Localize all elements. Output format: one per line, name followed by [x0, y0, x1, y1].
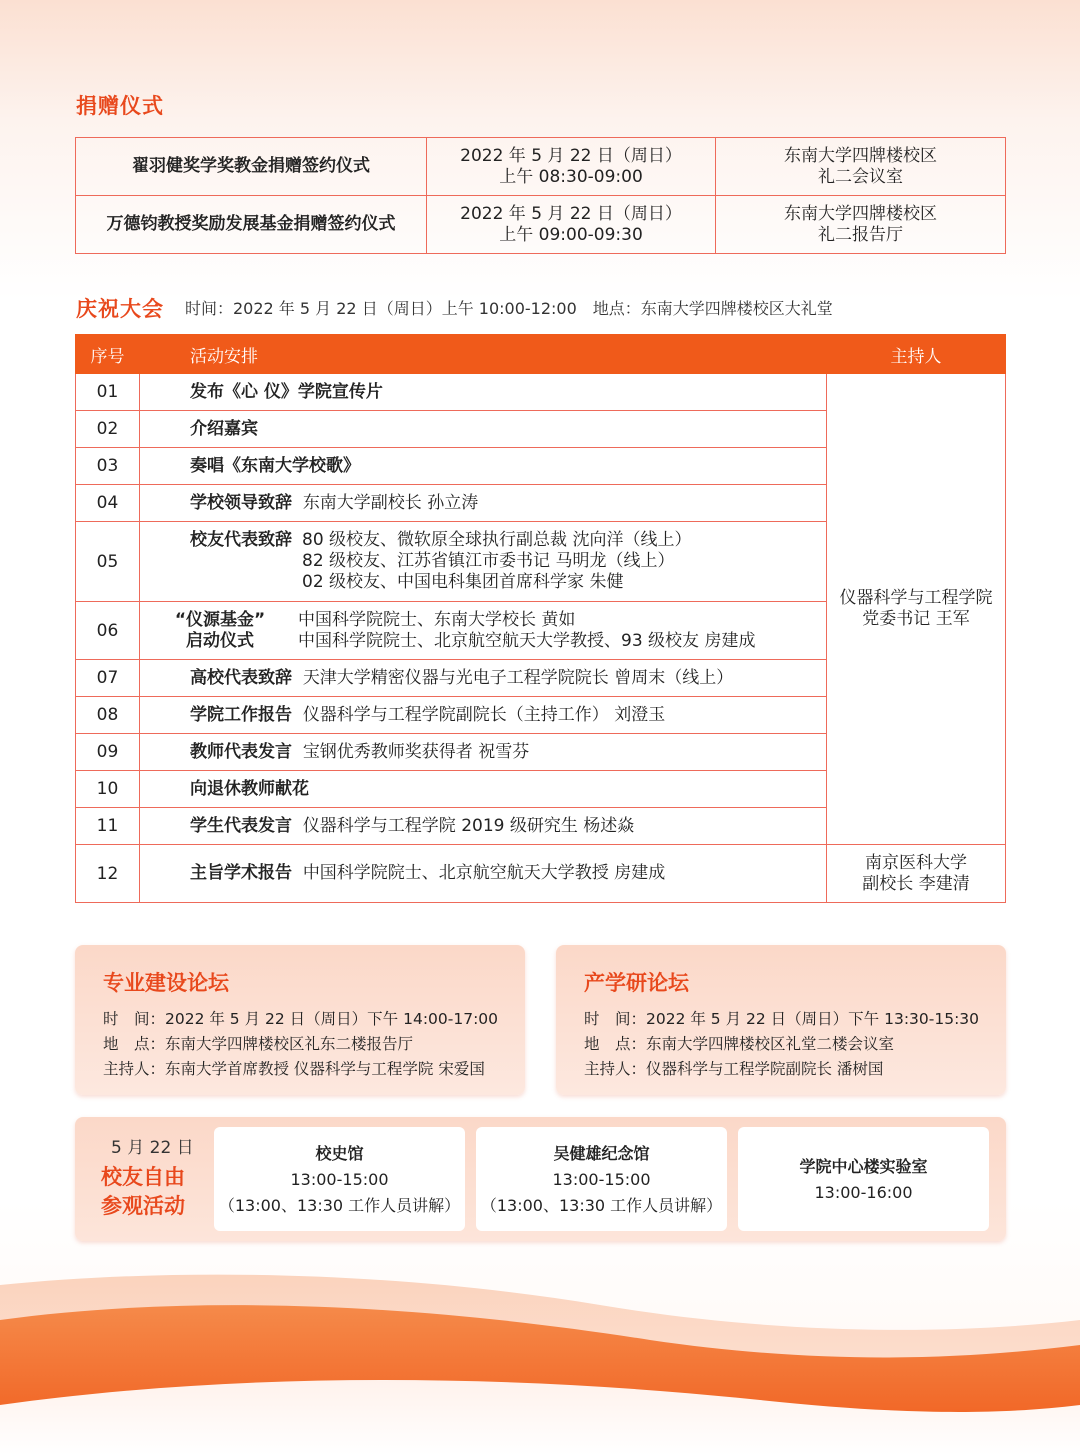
ceremony-time [427, 138, 716, 196]
celebration-title: 庆祝大会 [76, 297, 164, 321]
row-no: 09 [76, 734, 140, 771]
activity-detail: 80 级校友、微软原全球执行副总裁 沈向洋（线上） [302, 530, 692, 550]
host-person: 副校长 李建清 [862, 873, 970, 894]
visit-hours: 13:00-15:00 [290, 1170, 389, 1189]
forum-place: 地 点：东南大学四牌楼校区礼堂二楼会议室 [584, 1035, 895, 1053]
activity-detail: 东南大学副校长 孙立涛 [302, 492, 479, 513]
activity-bold: 学校领导致辞 [190, 492, 292, 513]
decorative-wave [0, 1265, 1080, 1455]
forum-host: 主持人：东南大学首席教授 仪器科学与工程学院 宋爱国 [103, 1060, 485, 1078]
forum-host: 主持人：仪器科学与工程学院副院长 潘树国 [584, 1060, 884, 1078]
row-no: 12 [76, 845, 140, 903]
activity-bold: 校友代表致辞 [190, 530, 292, 550]
visit-date: 5 月 22 日 [111, 1138, 194, 1158]
activity-detail: 82 级校友、江苏省镇江市委书记 马明龙（线上） [302, 551, 675, 571]
forum-time: 时 间：2022 年 5 月 22 日（周日）下午 14:00-17:00 [103, 1010, 499, 1028]
ceremony-date: 2022 年 5 月 22 日（周日） [460, 145, 682, 166]
ceremony-place [716, 196, 1006, 254]
row-activity [140, 845, 827, 903]
row-activity [140, 771, 827, 808]
row-no: 05 [76, 522, 140, 602]
activity-bold: 学生代表发言 [190, 815, 292, 836]
activity-detail: 中国科学院院士、东南大学校长 黄如 [298, 609, 576, 630]
row-activity [140, 602, 827, 660]
visit-venue: 校史馆 [315, 1144, 364, 1163]
visit-venue: 学院中心楼实验室 [799, 1157, 928, 1176]
activity-bold: 主旨学术报告 [190, 863, 292, 883]
row-activity [140, 660, 827, 697]
forum-card-professional [75, 945, 525, 1095]
forum-title: 产学研论坛 [584, 971, 689, 995]
ceremony-hours: 上午 08:30-09:00 [499, 166, 643, 187]
activity-bold: 启动仪式 [186, 630, 254, 651]
activity-detail: 02 级校友、中国电科集团首席科学家 朱健 [302, 572, 624, 592]
activity-bold: 发布《心 仪》学院宣传片 [190, 381, 383, 402]
ceremony-name: 翟羽健奖学奖教金捐赠签约仪式 [76, 138, 427, 196]
row-no: 07 [76, 660, 140, 697]
ceremony-room: 礼二会议室 [818, 166, 903, 187]
header-activity: 活动安排 [140, 335, 827, 374]
donation-title: 捐赠仪式 [76, 94, 164, 118]
activity-bold: 向退休教师献花 [190, 778, 309, 799]
visit-note: （13:00、13:30 工作人员讲解） [480, 1196, 723, 1215]
table-header [76, 335, 1006, 374]
activity-bold: 介绍嘉宾 [190, 418, 258, 439]
activity-bold: 学院工作报告 [190, 704, 292, 725]
ceremony-campus: 东南大学四牌楼校区 [784, 145, 937, 166]
header-no: 序号 [76, 335, 140, 374]
ceremony-time [427, 196, 716, 254]
forum-time: 时 间：2022 年 5 月 22 日（周日）下午 13:30-15:30 [584, 1010, 980, 1028]
visit-hours: 13:00-16:00 [814, 1183, 913, 1202]
row-activity [140, 374, 827, 411]
header-host: 主持人 [827, 335, 1006, 374]
celebration-table [75, 334, 1006, 903]
ceremony-campus: 东南大学四牌楼校区 [784, 203, 937, 224]
forum-title: 专业建设论坛 [103, 971, 229, 995]
row-activity [140, 522, 827, 602]
visit-hours: 13:00-15:00 [552, 1170, 651, 1189]
row-activity [140, 697, 827, 734]
activity-detail: 中国科学院院士、北京航空航天大学教授、93 级校友 房建成 [298, 630, 756, 651]
row-activity [140, 411, 827, 448]
activity-bold: “仪源基金” [174, 609, 266, 630]
visit-venue: 吴健雄纪念馆 [553, 1144, 650, 1163]
table-row [76, 845, 1006, 903]
forum-card-industry [556, 945, 1006, 1095]
activity-detail: 中国科学院院士、北京航空航天大学教授 房建成 [302, 863, 666, 883]
host-person: 党委书记 王军 [862, 609, 970, 629]
ceremony-hours: 上午 09:00-09:30 [499, 224, 643, 245]
activity-detail: 天津大学精密仪器与光电子工程学院院长 曾周末（线上） [302, 667, 734, 688]
forum-place: 地 点：东南大学四牌楼校区礼东二楼报告厅 [103, 1035, 414, 1053]
host-org: 仪器科学与工程学院 [839, 588, 993, 608]
row-activity [140, 808, 827, 845]
activity-detail: 宝钢优秀教师奖获得者 祝雪芬 [302, 741, 530, 762]
visit-card [476, 1127, 727, 1231]
row-no: 06 [76, 602, 140, 660]
ceremony-place [716, 138, 1006, 196]
activity-bold: 高校代表致辞 [190, 667, 292, 688]
activity-bold: 奏唱《东南大学校歌》 [190, 455, 360, 476]
visit-card [738, 1127, 989, 1231]
host-org: 南京医科大学 [865, 852, 967, 873]
celebration-info: 时间：2022 年 5 月 22 日（周日）上午 10:00-12:00 地点：东南大学四牌楼校区大礼堂 [185, 299, 833, 318]
activity-bold: 教师代表发言 [190, 741, 292, 762]
ceremony-room: 礼二报告厅 [818, 224, 903, 245]
visit-panel [75, 1117, 1006, 1241]
row-activity [140, 734, 827, 771]
row-no: 04 [76, 485, 140, 522]
row-no: 10 [76, 771, 140, 808]
row-activity [140, 448, 827, 485]
ceremony-name: 万德钧教授奖励发展基金捐赠签约仪式 [76, 196, 427, 254]
activity-detail: 仪器科学与工程学院副院长（主持工作） 刘澄玉 [302, 704, 666, 725]
row-activity [140, 485, 827, 522]
table-row [76, 374, 1006, 411]
host-cell [827, 374, 1006, 845]
ceremony-date: 2022 年 5 月 22 日（周日） [460, 203, 682, 224]
table-row [76, 138, 1006, 196]
visit-note: （13:00、13:30 工作人员讲解） [218, 1196, 461, 1215]
visit-card [214, 1127, 465, 1231]
visit-title [101, 1163, 185, 1221]
row-no: 11 [76, 808, 140, 845]
donation-table [75, 137, 1006, 254]
visit-title-line: 参观活动 [101, 1194, 185, 1218]
activity-detail: 仪器科学与工程学院 2019 级研究生 杨述焱 [302, 815, 635, 836]
row-no: 02 [76, 411, 140, 448]
row-no: 08 [76, 697, 140, 734]
host-cell [827, 845, 1006, 903]
row-no: 03 [76, 448, 140, 485]
table-row [76, 196, 1006, 254]
visit-title-line: 校友自由 [101, 1165, 185, 1189]
row-no: 01 [76, 374, 140, 411]
